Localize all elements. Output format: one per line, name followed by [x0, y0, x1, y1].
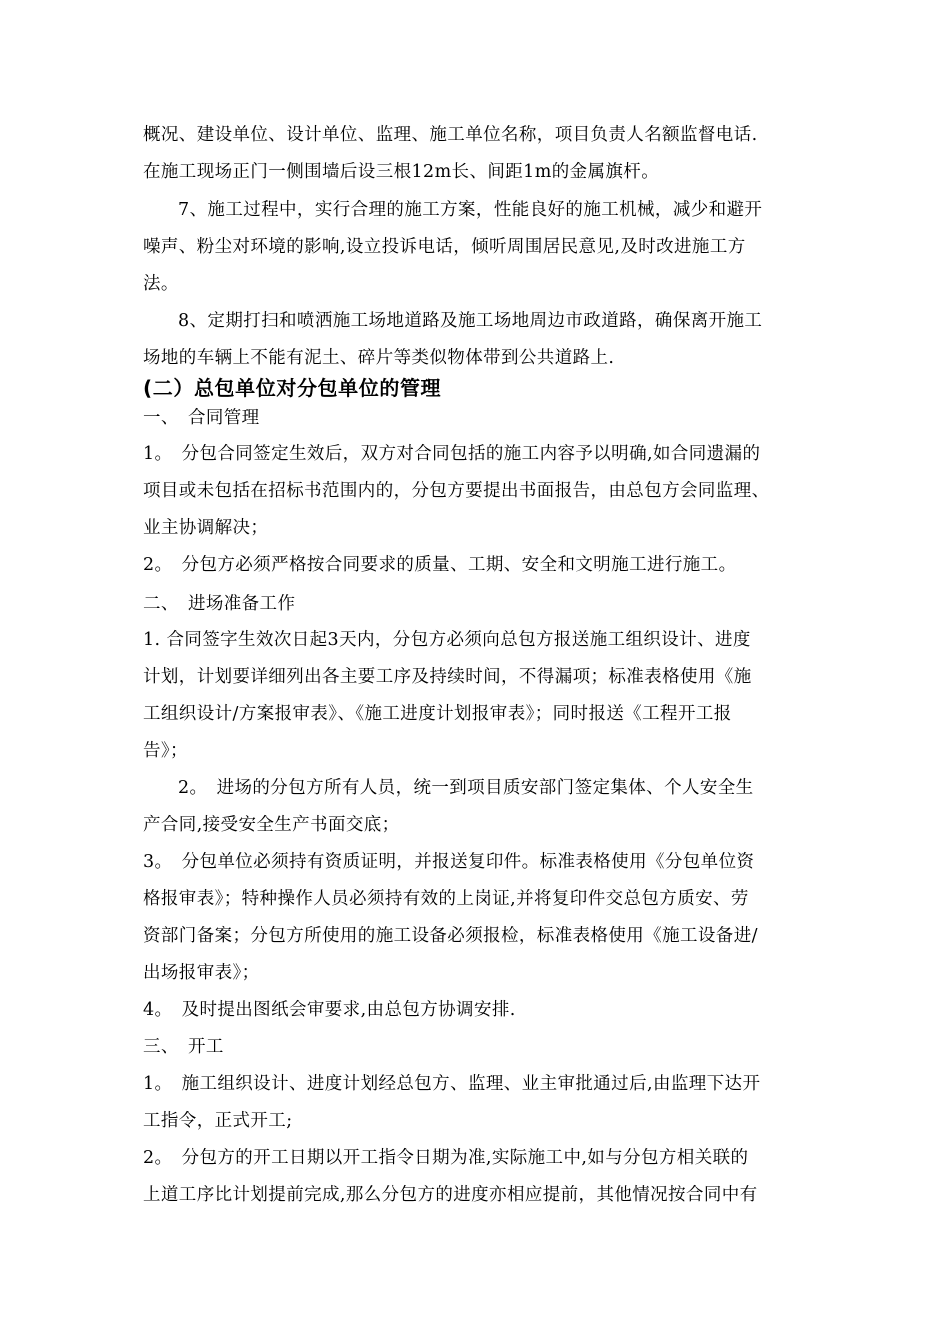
paragraph-line: 计划，计划要详细列出各主要工序及持续时间，不得漏项；标准表格使用《施 [143, 667, 752, 687]
paragraph-line: 8、定期打扫和喷洒施工场地道路及施工场地周边市政道路，确保离开施工 [178, 311, 763, 331]
subsection-heading: 三、 开工 [143, 1037, 224, 1057]
paragraph-line: 场地的车辆上不能有泥土、碎片等类似物体带到公共道路上. [143, 348, 615, 368]
subsection-heading: 二、 进场准备工作 [143, 594, 296, 614]
paragraph-line: 2。 分包方的开工日期以开工指令日期为准,实际施工中,如与分包方相关联的 [143, 1148, 749, 1168]
paragraph-line: 工指令，正式开工; [143, 1111, 293, 1131]
paragraph-line: 上道工序比计划提前完成,那么分包方的进度亦相应提前，其他情况按合同中有 [143, 1185, 758, 1205]
paragraph-line: 法。 [143, 274, 179, 294]
paragraph-line: 噪声、粉尘对环境的影响,设立投诉电话，倾听周围居民意见,及时改进施工方 [143, 237, 746, 257]
paragraph-line: 在施工现场正门一侧围墙后设三根12m长、间距1m的金属旗杆。 [143, 162, 660, 182]
paragraph-line: 1。 施工组织设计、进度计划经总包方、监理、业主审批通过后,由监理下达开 [143, 1074, 761, 1094]
paragraph-line: 1. 合同签字生效次日起3天内，分包方必须向总包方报送施工组织设计、进度 [143, 630, 751, 650]
paragraph-line: 1。 分包合同签定生效后，双方对合同包括的施工内容予以明确,如合同遗漏的 [143, 444, 761, 464]
paragraph-line: 出场报审表》； [143, 963, 260, 983]
paragraph-line: 概况、建设单位、设计单位、监理、施工单位名称，项目负责人名额监督电话. [143, 125, 758, 145]
paragraph-line: 工组织设计/方案报审表》、《施工进度计划报审表》；同时报送《工程开工报 [143, 704, 732, 724]
paragraph-line: 2。 分包方必须严格按合同要求的质量、工期、安全和文明施工进行施工。 [143, 555, 737, 575]
paragraph-line: 7、施工过程中，实行合理的施工方案，性能良好的施工机械，减少和避开 [178, 200, 763, 220]
paragraph-line: 资部门备案；分包方所使用的施工设备必须报检，标准表格使用《施工设备进/ [143, 926, 758, 946]
paragraph-line: 业主协调解决； [143, 518, 269, 538]
paragraph-line: 3。 分包单位必须持有资质证明，并报送复印件。标准表格使用《分包单位资 [143, 852, 755, 872]
section-heading: (二）总包单位对分包单位的管理 [143, 376, 442, 400]
paragraph-line: 2。 进场的分包方所有人员，统一到项目质安部门签定集体、个人安全生 [178, 778, 754, 798]
paragraph-line: 项目或未包括在招标书范围内的，分包方要提出书面报告，由总包方会同监理、 [143, 481, 770, 501]
paragraph-line: 4。 及时提出图纸会审要求,由总包方协调安排. [143, 1000, 516, 1020]
paragraph-line: 格报审表》；特种操作人员必须持有效的上岗证,并将复印件交总包方质安、劳 [143, 889, 749, 909]
paragraph-line: 告》； [143, 741, 188, 761]
paragraph-line: 产合同,接受安全生产书面交底； [143, 815, 400, 835]
subsection-heading: 一、 合同管理 [143, 408, 260, 428]
